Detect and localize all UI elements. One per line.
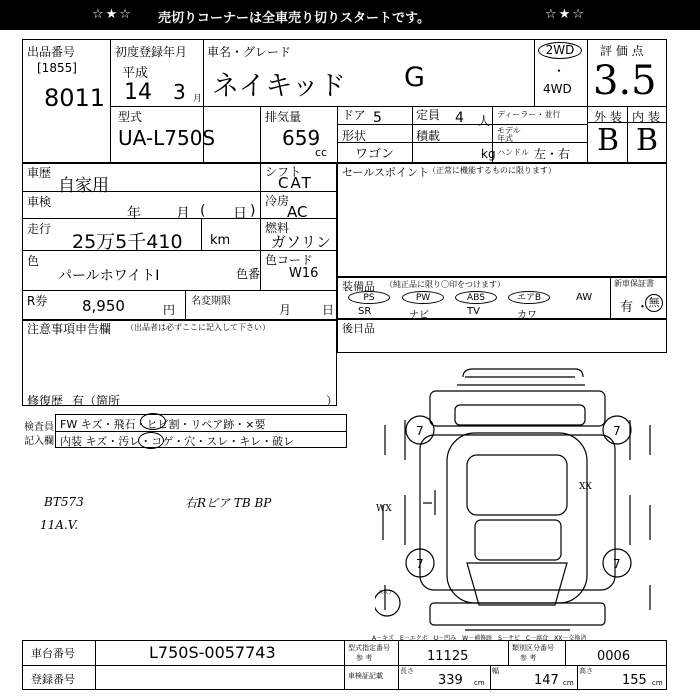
load-label: 積載 [416, 129, 441, 143]
diagram-mark-1: 7 [416, 424, 424, 438]
guarantee-label: 新車保証書 [614, 279, 654, 288]
exterior-grade: B [597, 123, 620, 158]
doors-label: ドア [342, 108, 366, 122]
repair-label: 修復歴 [27, 394, 64, 408]
drive-dot: ・ [553, 64, 566, 78]
lot-number: 8011 [44, 84, 106, 112]
handwriting-left-1: BT573 [44, 495, 84, 509]
usage: 自家用 [58, 176, 109, 196]
damage-legend: A－キズ E－エクボ U－凹み W－補修跡 S－サビ C－腐食 XX－交換済 [372, 635, 587, 642]
era: 平成 [122, 66, 149, 81]
chassis-label: 車台番号 [31, 647, 75, 660]
car-name-label: 車名・グレード [207, 45, 292, 59]
cc-unit: cc [315, 146, 328, 159]
mileage-label: 走行 [27, 222, 52, 236]
fuel: ガソリン [271, 233, 332, 251]
shift: CAT [278, 174, 313, 192]
doors: 5 [373, 110, 382, 126]
repair-value: 有（箇所 [72, 394, 121, 408]
width-unit: cm [563, 679, 574, 687]
displacement-label: 排気量 [265, 110, 302, 124]
post-label: 後日品 [342, 322, 375, 335]
model: UA-L750S [118, 126, 216, 150]
diagram-mark-4: 7 [613, 557, 621, 571]
color-code-label: 色番 [236, 267, 261, 281]
reg-year: 14 [124, 80, 152, 105]
guarantee-no: 無 [645, 294, 663, 312]
lot-label: 出品番号 [27, 45, 76, 59]
banner [0, 0, 700, 30]
interior-grade: B [636, 123, 659, 158]
equip-tv: TV [467, 306, 480, 317]
notes-sub: （出品者は必ずここに記入して下さい） [126, 323, 270, 332]
size-label: 車検証記載 [348, 672, 383, 680]
capacity-unit: 人 [478, 114, 491, 128]
diagram-xx: XX [579, 482, 592, 492]
body-label: 形状 [342, 129, 367, 143]
yen-unit: 円 [163, 303, 176, 317]
height: 155 [622, 673, 647, 688]
title-change-label: 名変期限 [191, 296, 231, 307]
model-year-label-1: モデル [497, 126, 521, 135]
length: 339 [438, 673, 463, 688]
width: 147 [534, 673, 559, 688]
mark-circle-2 [138, 432, 164, 449]
reg-month: 3 [173, 80, 186, 104]
reg-month-unit: 月 [193, 94, 203, 104]
equipment-label: 装備品 [342, 280, 375, 293]
recycle: 8,950 [82, 297, 125, 315]
length-label: 長さ [400, 667, 414, 675]
body: ワゴン [355, 147, 395, 162]
class-label: 類別区分番号 [512, 644, 554, 652]
length-unit: cm [474, 679, 485, 687]
banner-left-stars: ☆★☆ [92, 7, 133, 22]
banner-title: 売切りコーナーは全車売り切りスタートです。 [158, 11, 430, 26]
score: 3.5 [593, 58, 657, 104]
handwriting-right: 右Rピア TB BP [185, 496, 272, 510]
lot-sub: [1855] [37, 61, 77, 75]
handwriting-left-2: 11A.V. [40, 518, 79, 532]
guarantee-yes: 有 [620, 300, 634, 315]
km-unit: km [210, 233, 231, 248]
title-change-day: 日 [322, 303, 335, 317]
diagram-mark-2: 7 [613, 424, 621, 438]
checker-label: 検査員 [24, 422, 54, 433]
equip-abs: ABS [455, 291, 497, 304]
type-cert: 11125 [427, 649, 469, 664]
capacity-label: 定員 [416, 108, 441, 122]
displacement: 659 [282, 126, 321, 150]
handle: 左・右 [534, 147, 571, 161]
diagram-wx: WX [376, 504, 392, 514]
first-reg-label: 初度登録年月 [115, 45, 188, 59]
color-code: W16 [289, 266, 319, 281]
height-unit: cm [652, 679, 663, 687]
equipment-sub: （純正品に限り〇印をつけます） [385, 280, 505, 289]
equip-airbag: エアB [508, 291, 550, 304]
handle-label: ハンドル [497, 148, 529, 157]
inspection-year: 年 [127, 206, 141, 222]
equip-navi: ナビ [409, 310, 429, 321]
title-change-month: 月 [279, 303, 292, 317]
equip-leather: カワ [517, 310, 537, 321]
inspection-month: 月 [176, 206, 190, 222]
car-damage-diagram [375, 365, 660, 640]
reg-label: 登録番号 [31, 673, 75, 686]
color: パールホワイトⅠ [58, 268, 160, 284]
fuel-label: 燃料 [265, 221, 290, 235]
kg-unit: kg [481, 147, 496, 161]
post-frame [337, 319, 667, 353]
car-name: ネイキッド [212, 71, 346, 102]
exterior-label: 外 装 [594, 110, 622, 124]
equip-ps: PS [348, 291, 390, 304]
inspection-label: 車検 [27, 195, 52, 209]
mileage: 25万5千410 [72, 231, 183, 253]
int-checklist: 内装 キズ・汚レ・コゲ・穴・スレ・キレ・破レ [60, 435, 295, 448]
chassis-number: L750S-0057743 [149, 643, 276, 662]
entry-label: 記入欄 [24, 436, 54, 447]
ac-label: 冷房 [265, 194, 290, 208]
inspection-day: 日 [233, 206, 247, 222]
type-cert-label: 型式指定番号 [348, 644, 390, 652]
height-label: 高さ [579, 667, 593, 675]
selling-label: セールスポイント [342, 166, 430, 179]
banner-right-stars: ☆★☆ [545, 7, 586, 22]
color-change-label: 色コード [265, 253, 314, 267]
diagram-mark-3: 7 [416, 557, 424, 571]
selling-note: （正常に機能するものに限ります） [428, 166, 556, 175]
type-cert-sub: 参 考 [356, 654, 373, 662]
model-label: 型式 [118, 110, 143, 124]
mark-circle-1 [140, 413, 166, 430]
equip-aw: AW [576, 292, 593, 303]
equip-sr: SR [358, 306, 372, 317]
score-label: 評 価 点 [600, 44, 644, 58]
repair-close: ） [326, 394, 339, 408]
shift-label: シフト [265, 165, 302, 179]
color-label: 色 [27, 254, 40, 268]
dealer-label: ディーラー・並行 [497, 110, 561, 119]
model-year-label-2: 年式 [497, 134, 513, 143]
class-value: 0006 [597, 649, 631, 664]
diagram-spare: スペア [378, 590, 394, 596]
grade: G [404, 62, 425, 93]
interior-label: 内 装 [632, 110, 660, 124]
capacity: 4 [455, 110, 464, 126]
selling-frame [337, 163, 667, 277]
equip-pw: PW [402, 291, 444, 304]
drive-2wd: 2WD [538, 42, 582, 59]
ext-checklist: FW キズ・飛石・ヒビ割・リペア跡・×要 [60, 418, 266, 431]
class-sub: 参 考 [520, 654, 537, 662]
notes-label: 注意事項申告欄 [27, 322, 112, 336]
drive-4wd: 4WD [543, 82, 572, 96]
usage-label: 車歴 [27, 166, 52, 180]
ac: AC [287, 203, 308, 221]
width-label: 幅 [492, 667, 499, 675]
recycle-label: R券 [27, 294, 48, 308]
